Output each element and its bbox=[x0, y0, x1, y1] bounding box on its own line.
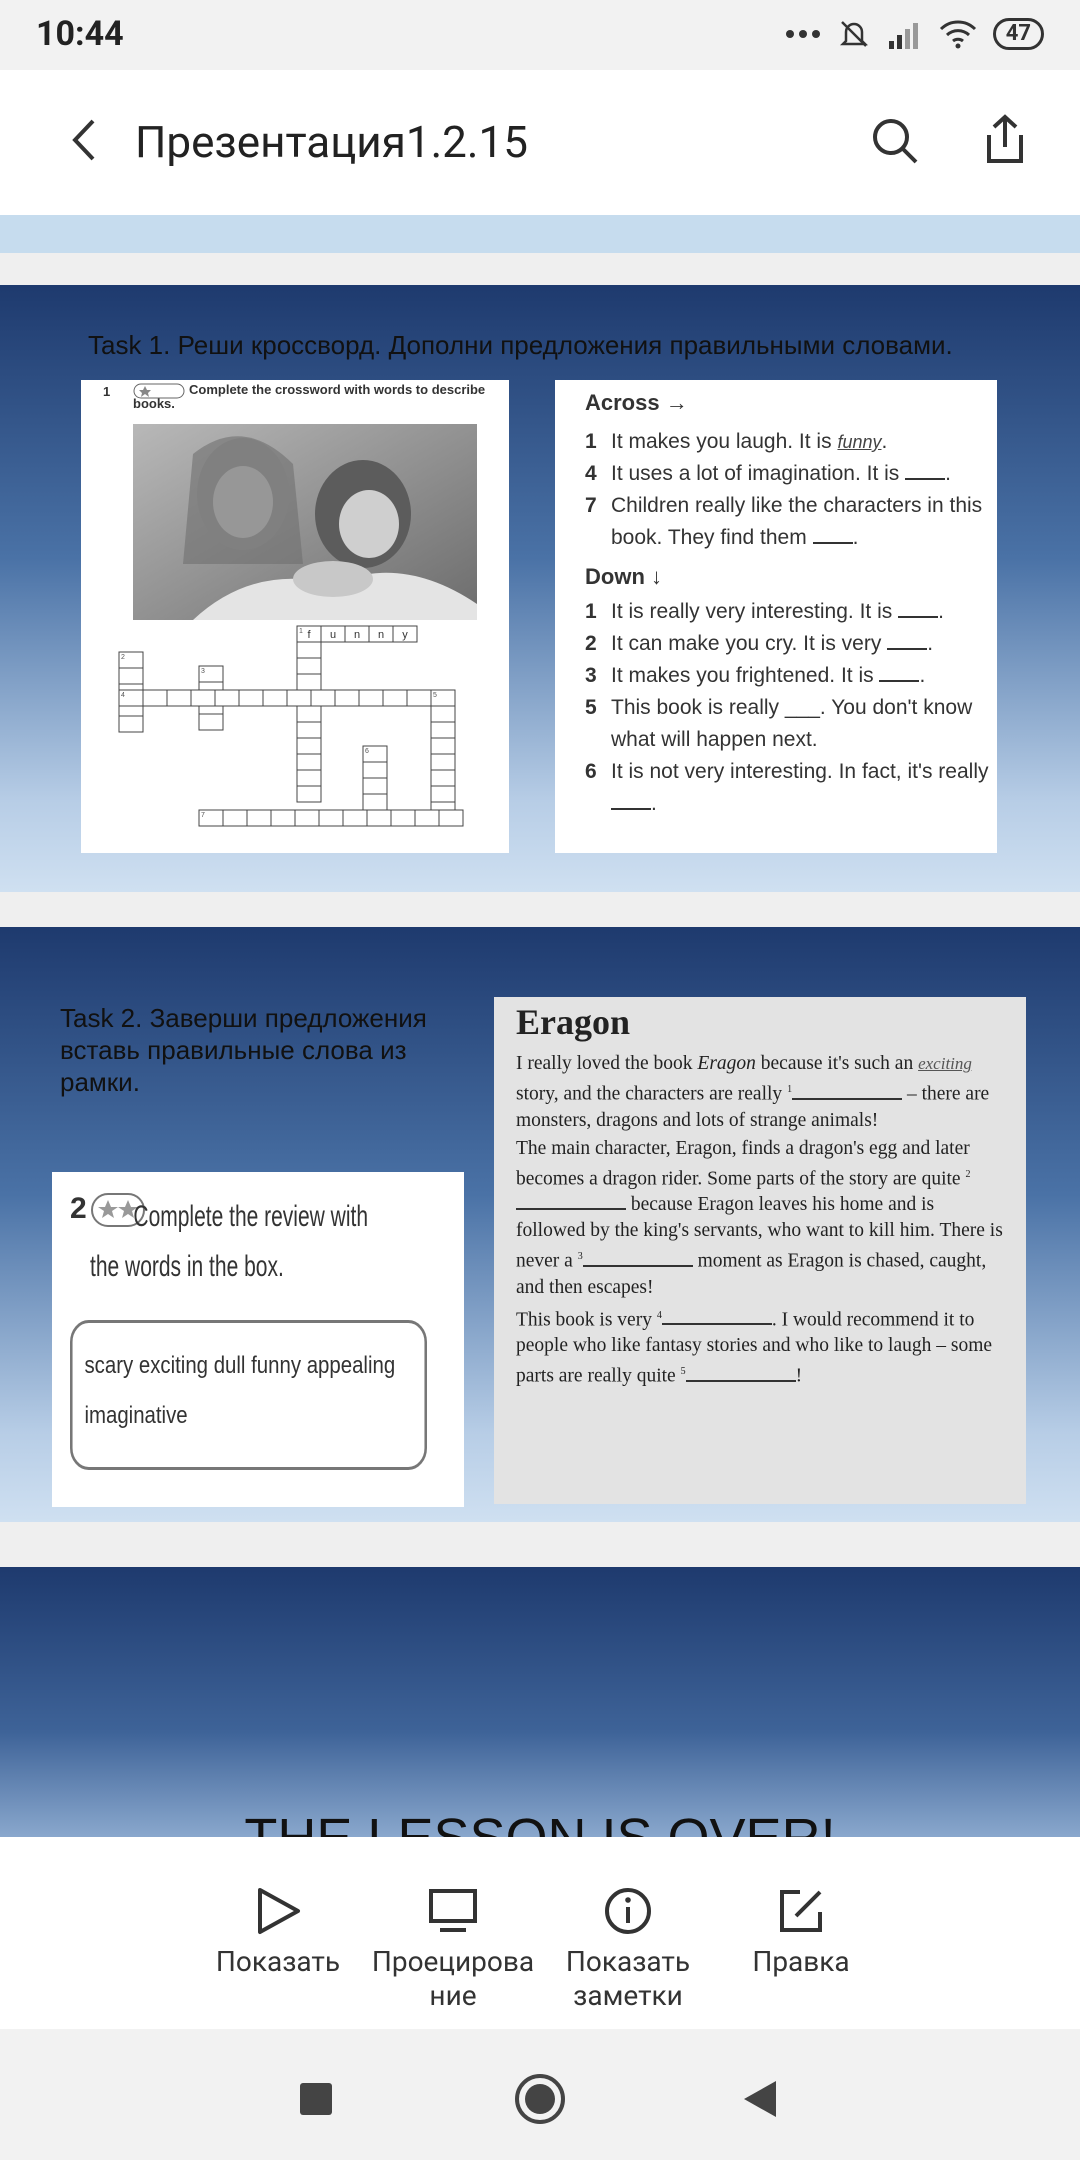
recents-button[interactable] bbox=[286, 2069, 346, 2129]
search-icon bbox=[870, 116, 920, 166]
slide-viewer[interactable] bbox=[0, 215, 1080, 1837]
home-button[interactable] bbox=[510, 2069, 570, 2129]
crossword-clue-number-7: 7 bbox=[201, 812, 205, 819]
crossword-letter-1: f bbox=[307, 629, 311, 641]
back-nav-button[interactable] bbox=[730, 2069, 790, 2129]
exercise-2-number: 2 bbox=[70, 1192, 87, 1225]
crossword-letter-5: y bbox=[402, 629, 408, 641]
task-2-heading: Task 2. Заверши предложения вставь правильные слова из рамки. bbox=[60, 1003, 427, 1097]
clues-panel bbox=[555, 380, 997, 853]
bottom-action-bar bbox=[0, 1837, 1080, 2029]
crossword-clue-number-6: 6 bbox=[365, 748, 369, 755]
down-clue-1: 1 It is really very interesting. It is . bbox=[585, 596, 997, 628]
edit-label: Правка bbox=[752, 1945, 850, 1978]
slide-1[interactable] bbox=[0, 285, 1080, 892]
edit-button[interactable] bbox=[716, 1883, 886, 1979]
signal-icon bbox=[887, 19, 923, 49]
down-clue-2: 2 It can make you cry. It is very . bbox=[585, 628, 997, 660]
mute-bell-icon bbox=[837, 17, 871, 51]
across-heading: Across → bbox=[585, 390, 688, 415]
word-box: scary exciting dull funny appealing imaginative bbox=[70, 1320, 427, 1470]
exercise-1-instruction: Complete the crossword with words to describe books. bbox=[133, 382, 486, 411]
monitor-icon bbox=[428, 1888, 478, 1934]
crossword-clue-number-5: 5 bbox=[433, 692, 437, 699]
crossword-clue-number-2: 2 bbox=[121, 654, 125, 661]
down-clue-5: 5 This book is really ___. You don't know what will happen next. bbox=[585, 696, 973, 751]
photo-laughing-girls bbox=[133, 424, 477, 620]
show-notes-button[interactable] bbox=[543, 1883, 713, 2013]
wifi-icon bbox=[939, 19, 977, 49]
slide-previous[interactable] bbox=[0, 215, 1080, 253]
crossword-letter-2: u bbox=[329, 629, 337, 641]
circle-home-icon bbox=[514, 2073, 566, 2125]
status-icons bbox=[785, 14, 1044, 54]
review-paragraph-3: This book is very $^4$ . I would recommend it to people who like fantasy stories and who like to laugh – some parts are really quite $^5$ ! bbox=[516, 1309, 993, 1387]
down-clue-3: 3 It makes you frightened. It is . bbox=[585, 660, 997, 692]
more-dots-icon bbox=[785, 28, 821, 40]
crossword-panel bbox=[81, 380, 509, 853]
review-title: Eragon bbox=[516, 1002, 631, 1042]
exercise-1-number: 1 bbox=[103, 384, 111, 399]
down-clue-6: 6 It is not very interesting. In fact, it's really . bbox=[585, 760, 989, 815]
crossword-clue-number-3: 3 bbox=[201, 668, 205, 675]
across-clue-1-answer: funny bbox=[837, 432, 882, 452]
show-notes-label: Показать заметки bbox=[565, 1945, 691, 2012]
crossword-clue-number-1: 1 bbox=[299, 628, 303, 635]
review-panel bbox=[494, 997, 1026, 1504]
word-box-panel bbox=[52, 1172, 464, 1507]
show-label: Показать bbox=[215, 1945, 341, 1978]
review-answer-example: exciting bbox=[918, 1054, 972, 1073]
search-button[interactable] bbox=[860, 106, 930, 176]
across-clue-4: 4 It uses a lot of imagination. It is . bbox=[585, 458, 997, 490]
project-button[interactable] bbox=[368, 1883, 538, 2013]
project-label: Проецирова ние bbox=[371, 1945, 535, 2012]
task-1-heading: Task 1. Реши кроссворд. Дополни предложения правильными словами. bbox=[88, 330, 953, 360]
slide-3[interactable] bbox=[0, 1567, 1080, 1867]
down-heading: Down ↓ bbox=[585, 564, 662, 589]
crossword-clue-number-4: 4 bbox=[121, 692, 125, 699]
exercise-2-instruction: Complete the review with the words in the box. bbox=[90, 1200, 369, 1283]
app-bar bbox=[0, 70, 1080, 215]
share-icon bbox=[981, 113, 1029, 165]
crossword-letter-4: n bbox=[377, 629, 385, 641]
triangle-back-icon bbox=[742, 2079, 778, 2119]
show-button[interactable] bbox=[193, 1883, 363, 1979]
play-icon bbox=[254, 1886, 302, 1936]
document-title: Презентация1.2.15 bbox=[135, 116, 528, 168]
back-button[interactable] bbox=[54, 110, 114, 170]
across-clue-7: 7 Children really like the characters in this book. They find them . bbox=[585, 494, 983, 549]
battery-indicator: 47 bbox=[993, 18, 1044, 50]
share-button[interactable] bbox=[970, 104, 1040, 174]
system-nav-bar bbox=[0, 2029, 1080, 2160]
across-clue-1: 1 It makes you laugh. It is funny. bbox=[585, 430, 888, 453]
info-icon bbox=[603, 1886, 653, 1936]
status-time: 10:44 bbox=[36, 14, 124, 54]
crossword-letter-3: n bbox=[353, 629, 361, 641]
chevron-left-icon bbox=[69, 117, 99, 163]
edit-icon bbox=[776, 1886, 826, 1936]
review-paragraph-2: The main character, Eragon, finds a dragon's egg and later becomes a dragon rider. Some parts of the story are quite $^2$ because Eragon leaves his home and is followed by the king's servants, who want to kill him. There is never a $^3$ moment as Eragon is chased, caught, and then escapes! bbox=[516, 1137, 1003, 1298]
square-icon bbox=[299, 2082, 333, 2116]
slide-2[interactable] bbox=[0, 927, 1080, 1522]
status-bar bbox=[0, 0, 1080, 70]
review-paragraph-1: I really loved the book Eragon because it's such an exciting story, and the characters are really $^1$ – there are monsters, dragons and lots of strange animals! bbox=[516, 1053, 990, 1131]
crossword-grid bbox=[81, 624, 509, 852]
